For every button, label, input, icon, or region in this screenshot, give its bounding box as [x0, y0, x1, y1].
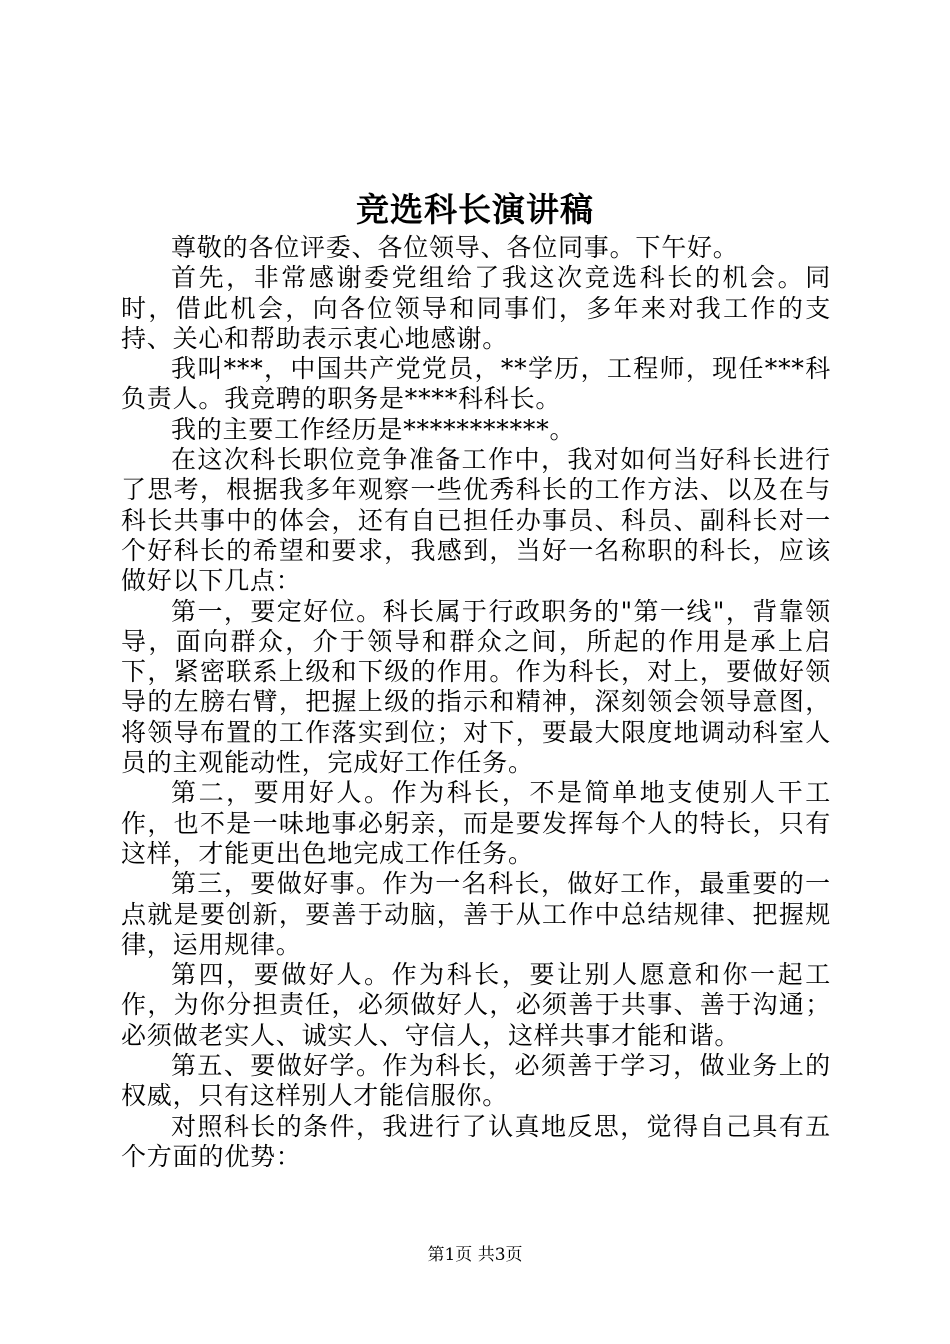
paragraph-reflection: 在这次科长职位竞争准备工作中，我对如何当好科长进行了思考，根据我多年观察一些优秀科长的工作方法、以及在与科长共事中的体会，还有自已担任办事员、科员、副科长对一个好科长的希望和要求，我感到，当好一名称职的科长，应该做好以下几点：	[121, 445, 831, 596]
paragraph-advantages: 对照科长的条件，我进行了认真地反思，觉得自己具有五个方面的优势：	[121, 1111, 831, 1171]
document-title: 竞选科长演讲稿	[356, 190, 594, 229]
paragraph-point-three: 第三，要做好事。作为一名科长，做好工作，最重要的一点就是要创新，要善于动脑，善于从工作中总结规律、把握规律，运用规律。	[121, 869, 831, 959]
paragraph-point-two: 第二，要用好人。作为科长，不是简单地支使别人干工作，也不是一味地事必躬亲，而是要发挥每个人的特长，只有这样，才能更出色地完成工作任务。	[121, 778, 831, 868]
page-number: 第1页 共3页	[427, 1245, 523, 1265]
paragraph-greeting: 尊敬的各位评委、各位领导、各位同事。下午好。	[171, 233, 739, 262]
paragraph-point-five: 第五、要做好学。作为科长，必须善于学习，做业务上的权威，只有这样别人才能信服你。	[121, 1051, 831, 1111]
paragraph-thanks: 首先，非常感谢委党组给了我这次竞选科长的机会。同时，借此机会，向各位领导和同事们，多年来对我工作的支持、关心和帮助表示衷心地感谢。	[121, 263, 831, 353]
document-body	[121, 233, 831, 1172]
paragraph-work-history: 我的主要工作经历是***********。	[171, 414, 576, 444]
paragraph-point-one: 第一，要定好位。科长属于行政职务的"第一线"，背靠领导，面向群众，介于领导和群众之间，所起的作用是承上启下，紧密联系上级和下级的作用。作为科长，对上，要做好领导的左膀右臂，把握上级的指示和精神，深刻领会领导意图，将领导布置的工作落实到位；对下，要最大限度地调动科室人员的主观能动性，完成好工作任务。	[121, 596, 831, 778]
paragraph-point-four: 第四，要做好人。作为科长，要让别人愿意和你一起工作，为你分担责任，必须做好人，必须善于共事、善于沟通；必须做老实人、诚实人、守信人，这样共事才能和谐。	[121, 960, 831, 1050]
paragraph-self-intro: 我叫***，中国共产党党员，**学历，工程师，现任***科负责人。我竞聘的职务是****科科长。	[121, 354, 831, 414]
